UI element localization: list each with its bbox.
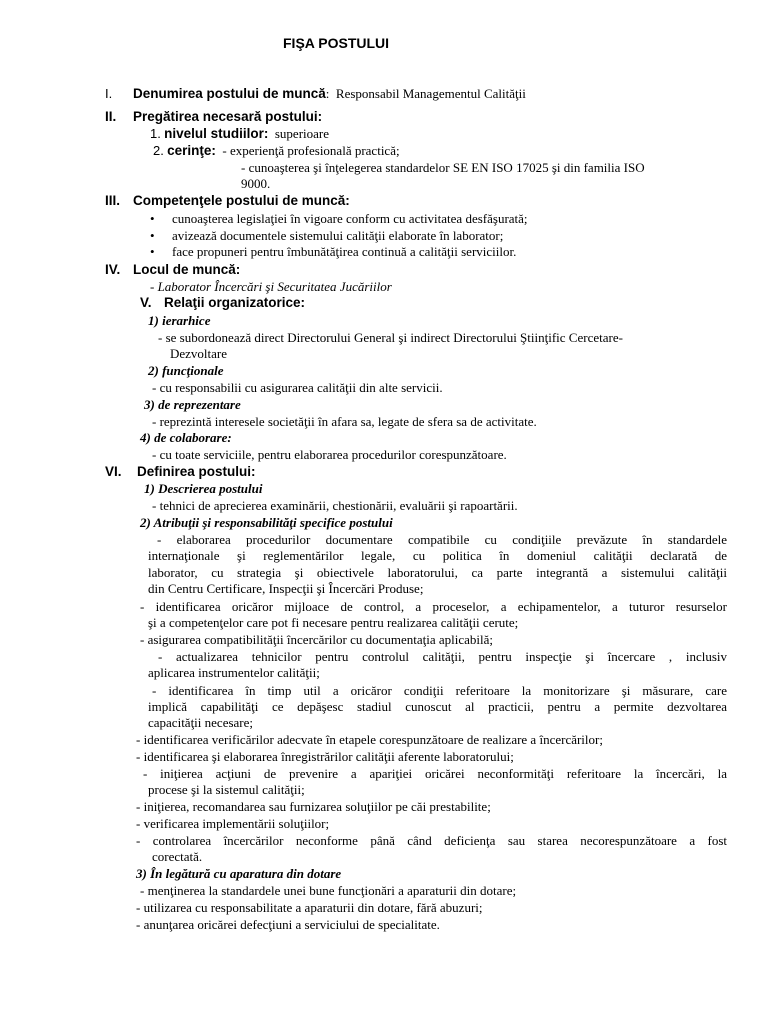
duty-line: - asigurarea compatibilităţii încercărilor cu documentaţia aplicabilă;	[140, 632, 494, 647]
section-3-heading	[105, 193, 350, 209]
duty-line: - controlarea încercărilor neconforme până când deficienţa sau starea necorespunzătoare a fost	[136, 833, 727, 848]
section-6-label: Definirea postului:	[137, 464, 256, 479]
equipment-line: - menţinerea la standardele unei bune funcţionări a aparaturii din dotare;	[140, 883, 517, 898]
section-4-label: Locul de muncă:	[133, 262, 241, 277]
competence-item-2	[150, 228, 503, 244]
duty-line: şi a competenţelor care pot fi necesare pentru realizarea calităţii cerute;	[148, 615, 519, 630]
duty-line: procese şi la sistemul calităţii;	[148, 782, 305, 797]
requirement-education-value: superioare	[274, 126, 329, 141]
requirement-cerinte-number: 2.	[153, 143, 164, 158]
requirement-cerinte-item-1: - experienţă profesională practică;	[222, 143, 400, 158]
section-6-number: VI.	[105, 464, 122, 479]
duty-line: aplicarea instrumentelor calităţii;	[148, 665, 320, 680]
definition-2-label: 2) Atribuţii şi responsabilităţi specifice postului	[140, 515, 393, 530]
competence-item-3	[150, 244, 516, 260]
duty-line: capacităţii necesare;	[148, 715, 254, 730]
relation-3-text: - reprezintă interesele societăţii în afara sa, legate de sfera sa de activitate.	[152, 414, 537, 429]
section-1-colon: :	[325, 86, 330, 101]
section-2-heading	[105, 109, 322, 125]
duty-line: din Centru Certificare, Inspecţii şi Încercări Produse;	[148, 581, 424, 596]
duty-line: - verificarea implementării soluţiilor;	[136, 816, 330, 831]
section-1-number: I.	[105, 86, 113, 101]
relation-1-label: 1) ierarhice	[148, 313, 211, 328]
requirement-cerinte-label: cerinţe:	[167, 143, 216, 158]
bullet-icon: •	[150, 228, 155, 243]
duty-line: - identificarea verificărilor adecvate în etapele corespunzătoare de realizare a încercărilor;	[136, 732, 603, 747]
section-5-number: V.	[140, 295, 152, 310]
relation-4-text: - cu toate serviciile, pentru elaborarea procedurilor corespunzătoare.	[152, 447, 507, 462]
relation-3-label: 3) de reprezentare	[144, 397, 241, 412]
equipment-line: - anunţarea oricărei defecţiuni a serviciului de specialitate.	[136, 917, 440, 932]
competence-text: cunoaşterea legislaţiei în vigoare conform cu activitatea desfăşurată;	[172, 211, 528, 226]
bullet-icon: •	[150, 244, 155, 259]
competence-text: avizează documentele sistemului calităţii elaborate în laborator;	[172, 228, 504, 243]
relation-1-text-a: - se subordonează direct Directorului General şi indirect Directorului Ştiinţific Cercetare-	[158, 330, 623, 345]
duty-line: - iniţierea, recomandarea sau furnizarea soluţiilor pe căi prestabilite;	[136, 799, 491, 814]
section-3-number: III.	[105, 193, 121, 208]
section-1-value: Responsabil Managementul Calităţii	[335, 86, 526, 101]
definition-1-text: - tehnici de aprecierea examinării, chestionării, evaluării şi rapoartării.	[152, 498, 518, 513]
section-4-number: IV.	[105, 262, 121, 277]
duty-line: - actualizarea tehnicilor pentru controlul calităţii, pentru inspecţie şi încercare , inclusiv	[158, 649, 727, 664]
page-title: FIŞA POSTULUI	[283, 35, 390, 51]
duty-line: corectată.	[152, 849, 203, 864]
relation-4-label: 4) de colaborare:	[140, 430, 232, 445]
section-5-heading	[140, 295, 305, 311]
duty-line: laborator, cu strategia şi obiectivele laboratorului, ca parte integrantă a sistemului calităţii	[148, 565, 727, 580]
requirement-cerinte	[153, 143, 400, 159]
section-4-heading	[105, 262, 240, 278]
section-2-number: II.	[105, 109, 117, 124]
requirement-education-number: 1.	[150, 126, 161, 141]
duty-line: implică capabilităţi ce depăşesc stadiul cunoscut al practicii, pentru a permite dezvoltarea	[148, 699, 727, 714]
definition-1-label: 1) Descrierea postului	[144, 481, 263, 496]
section-2-label: Pregătirea necesară postului:	[133, 109, 323, 124]
definition-3-label: 3) În legătură cu aparatura din dotare	[136, 866, 342, 881]
competence-text: face propuneri pentru îmbunătăţirea continuă a calităţii serviciilor.	[172, 244, 517, 259]
duty-line: internaţionale şi reglementărilor legale, cu politica în domeniul calităţii declarată de	[148, 548, 727, 563]
section-3-label: Competenţele postului de muncă:	[133, 193, 350, 208]
requirement-education	[150, 126, 329, 142]
relation-2-text: - cu responsabilii cu asigurarea calităţii din alte servicii.	[152, 380, 443, 395]
duty-line: - identificarea în timp util a oricăror condiţii referitoare la monitorizare şi măsurare, care	[152, 683, 727, 698]
bullet-icon: •	[150, 211, 155, 226]
duty-line: - elaborarea procedurilor documentare compatibile cu condiţiile prevăzute în standardele	[157, 532, 727, 547]
section-6-heading	[105, 464, 256, 480]
requirement-cerinte-item-2a: - cunoaşterea şi înţelegerea standardelor SE EN ISO 17025 şi din familia ISO	[241, 160, 645, 175]
duty-line: - identificarea oricăror mijloace de control, a proceselor, a echipamentelor, a tuturor resurselor	[140, 599, 727, 614]
relation-1-text-b: Dezvoltare	[170, 346, 228, 361]
section-1-heading	[105, 86, 526, 102]
workplace-value: - Laborator Încercări şi Securitatea Jucăriilor	[150, 279, 392, 294]
requirement-education-label: nivelul studiilor:	[164, 126, 269, 141]
equipment-line: - utilizarea cu responsabilitate a aparaturii din dotare, fără abuzuri;	[136, 900, 483, 915]
competence-item-1	[150, 211, 528, 227]
section-5-label: Relaţii organizatorice:	[164, 295, 306, 310]
duty-line: - identificarea şi elaborarea înregistrărilor calităţii aferente laboratorului;	[136, 749, 514, 764]
duty-line: - iniţierea acţiuni de prevenire a apariţiei oricărei neconformităţi referitoare la încercări, la	[143, 766, 727, 781]
relation-2-label: 2) funcţionale	[148, 363, 224, 378]
section-1-label: Denumirea postului de muncă	[133, 86, 326, 101]
requirement-cerinte-item-2b: 9000.	[241, 176, 271, 191]
